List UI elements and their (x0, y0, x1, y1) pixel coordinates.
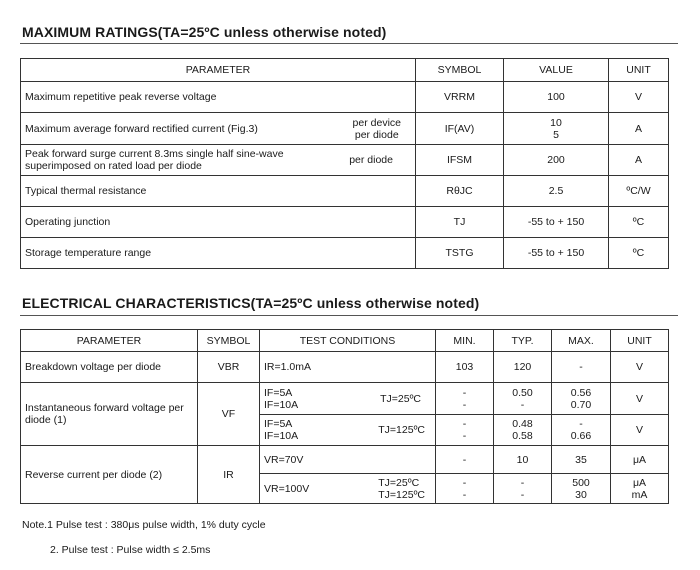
row-value: 2.5 (504, 176, 609, 207)
table-row (21, 238, 669, 269)
row-max: 0.56 (570, 386, 592, 399)
electrical-table (20, 329, 669, 504)
row-symbol: TSTG (416, 238, 504, 269)
table-row (21, 207, 669, 238)
row-tj: TJ=125ºC (378, 488, 425, 501)
table-row (21, 446, 669, 474)
row-typ: 120 (494, 352, 552, 383)
row-typ: 10 (494, 446, 552, 474)
note-1: Note.1 Pulse test : 380μs pulse width, 1% duty cycle (22, 519, 266, 531)
row-min: - (462, 418, 467, 430)
row-value: 100 (504, 82, 609, 113)
row-typ: - (520, 476, 525, 489)
header-min: MIN. (436, 330, 494, 352)
row-param: Breakdown voltage per diode (21, 352, 198, 383)
row-min: - (462, 386, 467, 399)
row-max: 30 (575, 488, 587, 501)
header-symbol: SYMBOL (198, 330, 260, 352)
header-unit: UNIT (611, 330, 669, 352)
row-cond: per device (352, 116, 401, 129)
row-param: superimposed on rated load per diode (25, 160, 202, 172)
row-min: - (462, 430, 467, 442)
row-cond: IF=10A (264, 430, 299, 442)
row-tj: TJ=125ºC (378, 424, 425, 436)
row-cond: IF=10A (264, 398, 299, 411)
header-symbol: SYMBOL (416, 59, 504, 82)
row-unit: ºC (609, 238, 669, 269)
header-parameter: PARAMETER (21, 59, 416, 82)
header-typ: TYP. (494, 330, 552, 352)
row-min: - (462, 398, 467, 411)
row-value: 5 (553, 128, 559, 141)
row-cond: per diode (354, 128, 399, 141)
row-unit: μA (611, 446, 669, 474)
row-min: - (436, 446, 494, 474)
max-ratings-rule (20, 43, 678, 44)
row-param: Operating junction (21, 207, 416, 238)
row-symbol: VF (198, 383, 260, 446)
row-min: 103 (436, 352, 494, 383)
row-cond: IF=5A (264, 386, 293, 399)
header-test-conditions: TEST CONDITIONS (260, 330, 436, 352)
row-symbol: IR (198, 446, 260, 504)
table-row (21, 176, 669, 207)
row-unit: μA (632, 476, 647, 489)
row-unit: V (611, 383, 669, 415)
header-unit: UNIT (609, 59, 669, 82)
table-row (21, 383, 669, 415)
row-param: Typical thermal resistance (21, 176, 416, 207)
row-value: -55 to + 150 (504, 238, 609, 269)
table-row (21, 145, 669, 176)
max-ratings-title: MAXIMUM RATINGS(TA=25ºC unless otherwise noted) (22, 24, 387, 40)
row-cond: IR=1.0mA (260, 352, 436, 383)
row-symbol: IFSM (416, 145, 504, 176)
row-cond: VR=100V (264, 482, 310, 495)
row-max: 500 (572, 476, 590, 489)
electrical-rule (20, 315, 678, 316)
row-typ: 0.48 (512, 418, 533, 430)
row-cond: per diode (349, 154, 393, 166)
row-unit: V (609, 82, 669, 113)
table-row (21, 113, 669, 145)
table-row (21, 82, 669, 113)
row-tj: TJ=25ºC (380, 392, 421, 405)
row-typ: - (520, 398, 525, 411)
row-cond: IF=5A (264, 418, 293, 430)
row-tj: TJ=25ºC (378, 476, 420, 489)
max-ratings-table (20, 58, 669, 269)
row-param: diode (1) (25, 414, 67, 426)
row-unit: V (611, 352, 669, 383)
row-cond: VR=70V (260, 446, 436, 474)
row-symbol: IF(AV) (416, 113, 504, 145)
row-param: Maximum repetitive peak reverse voltage (21, 82, 416, 113)
row-param: Storage temperature range (21, 238, 416, 269)
row-max: 35 (552, 446, 611, 474)
row-unit: A (609, 145, 669, 176)
row-max: 0.70 (570, 398, 592, 411)
row-unit: ºC (609, 207, 669, 238)
row-symbol: TJ (416, 207, 504, 238)
row-param: Peak forward surge current 8.3ms single half sine-wave (25, 148, 284, 160)
row-unit: V (611, 415, 669, 446)
table-row (21, 352, 669, 383)
row-param: Maximum average forward rectified current (Fig.3) (25, 122, 258, 135)
row-value: -55 to + 150 (504, 207, 609, 238)
row-param: Reverse current per diode (2) (21, 446, 198, 504)
row-min: - (462, 476, 467, 489)
row-unit: mA (631, 488, 648, 501)
row-typ: 0.58 (512, 430, 533, 442)
header-parameter: PARAMETER (21, 330, 198, 352)
row-typ: - (520, 488, 525, 501)
row-min: - (462, 488, 467, 501)
row-symbol: RθJC (416, 176, 504, 207)
header-value: VALUE (504, 59, 609, 82)
electrical-title: ELECTRICAL CHARACTERISTICS(TA=25ºC unless otherwise noted) (22, 295, 480, 311)
row-max: 0.66 (570, 430, 592, 442)
row-value: 200 (504, 145, 609, 176)
row-symbol: VRRM (416, 82, 504, 113)
row-param: Instantaneous forward voltage per (25, 402, 184, 414)
row-typ: 0.50 (512, 386, 533, 399)
header-max: MAX. (552, 330, 611, 352)
row-max: - (579, 418, 583, 430)
row-max: - (552, 352, 611, 383)
row-unit: A (609, 113, 669, 145)
row-unit: ºC/W (609, 176, 669, 207)
row-symbol: VBR (198, 352, 260, 383)
note-2: 2. Pulse test : Pulse width ≤ 2.5ms (50, 544, 211, 556)
row-value: 10 (550, 116, 562, 129)
